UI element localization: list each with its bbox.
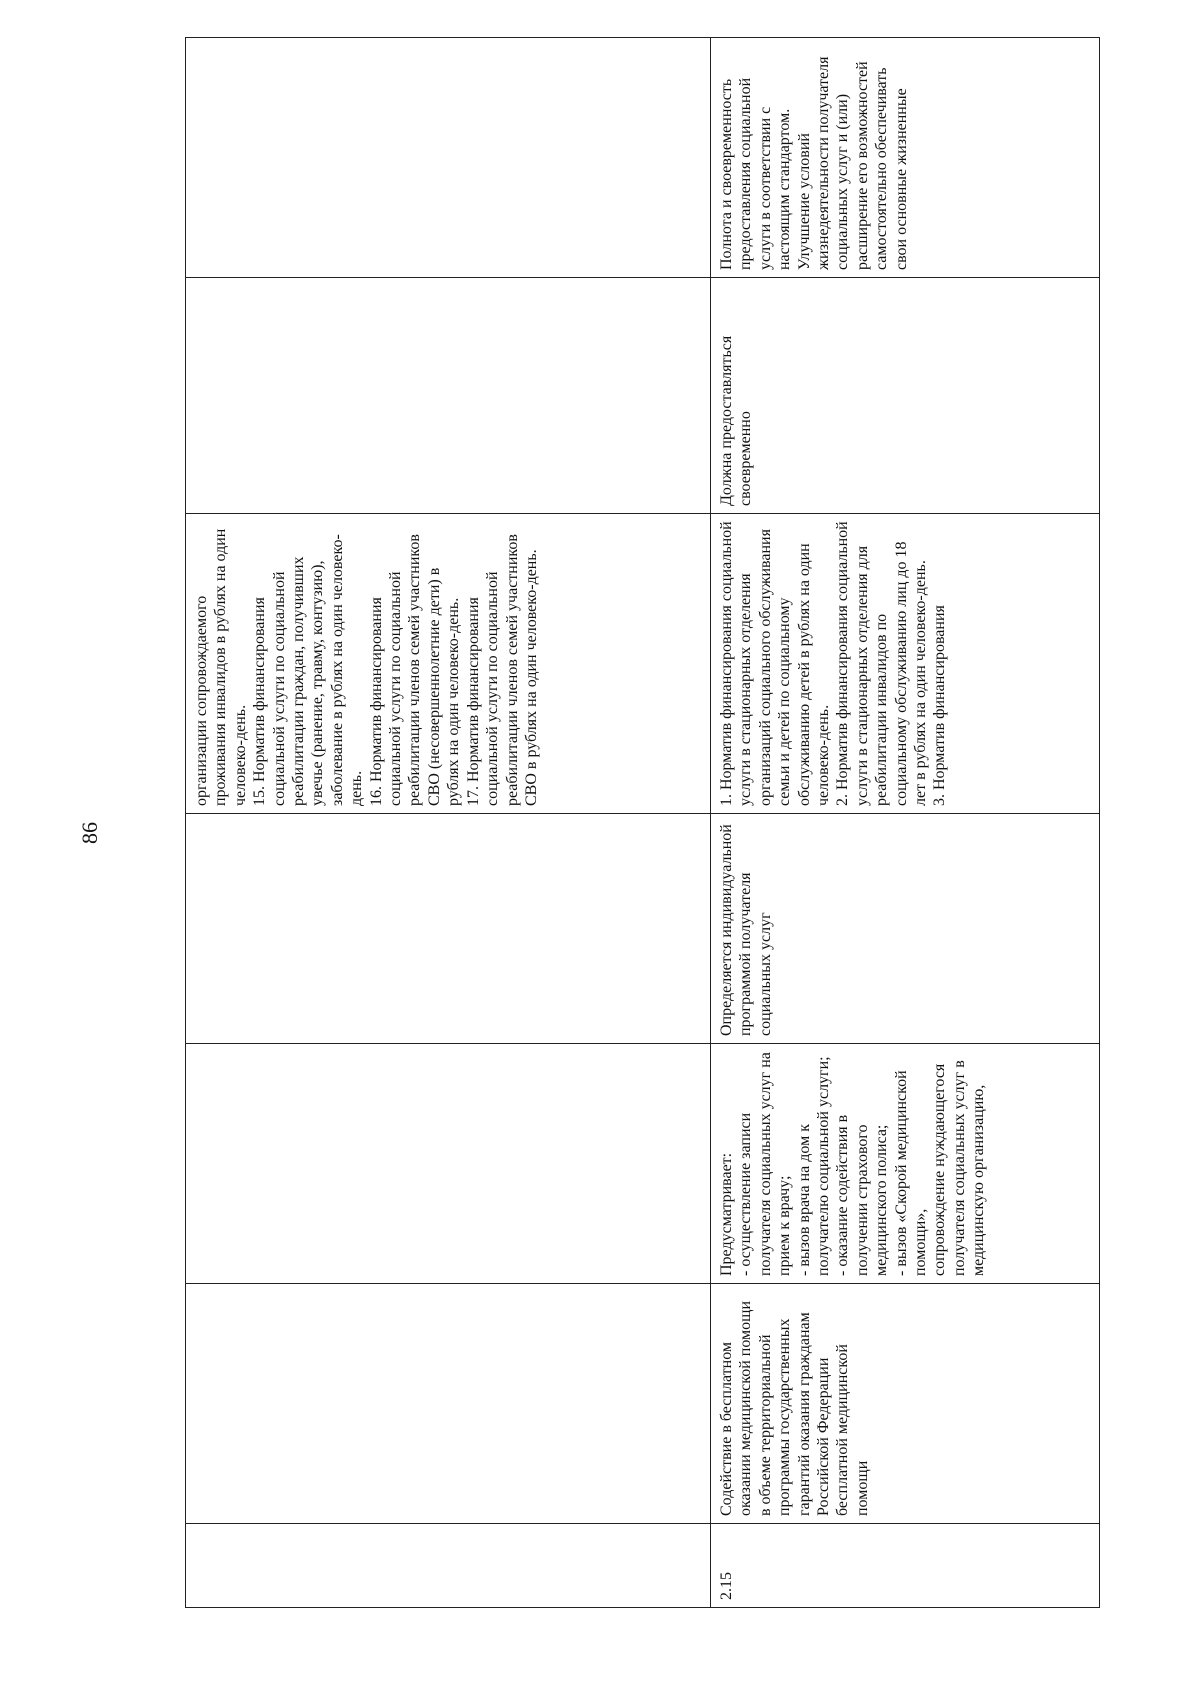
rotated-page-content — [185, 38, 1085, 1608]
description-line: - оказание содействия в получении страхового медицинского полиса; — [834, 1114, 891, 1276]
norm-text: 15. Норматив финансирования социальной услуги по социальной реабилитации граждан, получивших увечье (ранение, травму, контузию), заболевание в рублях на один человеко-день. — [251, 534, 366, 806]
social-services-standard-table — [185, 37, 1100, 1608]
table-cell — [186, 1044, 711, 1284]
description-line: Предусматривает: — [718, 1152, 735, 1276]
table-row — [186, 38, 711, 1608]
norm-text: 3. Норматив финансирования — [931, 605, 949, 806]
table-cell — [186, 1284, 711, 1524]
description-line: - осуществление записи получателя социальных услуг на прием к врачу; — [737, 1052, 794, 1276]
table-cell — [186, 38, 711, 278]
service-quality-cell: Полнота и своевременность предоставления социальной услуги в соответствии с настоящим стандартом. Улучшение условий жизнедеятельности получателя социальных услуг и (или) расширение его возможностей самостоятельно обеспечивать свои основные жизненные — [711, 38, 1100, 278]
norm-text: 2. Норматив финансирования социальной услуги в стационарных отделения для реабилитации инвалидов по социальному обслуживанию лиц до 18 лет в рублях на один человеко-день. — [834, 521, 930, 806]
service-description-cell — [711, 1044, 1100, 1284]
page-number: 86 — [77, 822, 102, 844]
norm-text: 1. Норматив финансирования социальной услуги в стационарных отделения организаций социального обслуживания семьи и детей по социальному обслуживанию детей в рублях на один человеко-день. — [718, 521, 833, 806]
table-cell — [186, 814, 711, 1044]
financing-norms-cell — [186, 514, 711, 814]
table-cell — [186, 1524, 711, 1608]
description-line: сопровождение нуждающегося получателя социальных услуг в медицинскую организацию, — [931, 1060, 988, 1276]
norm-text: организации сопровождаемого проживания инвалидов в рублях на один человеко-день. — [193, 528, 249, 806]
service-number-cell: 2.15 — [711, 1524, 1100, 1608]
service-volume-cell: Определяется индивидуальной программой получателя социальных услуг — [711, 814, 1100, 1044]
table-row — [711, 38, 1100, 1608]
description-line: - вызов «Скорой медицинской помощи», — [892, 1070, 930, 1276]
financing-norms-cell — [711, 514, 1100, 814]
norm-text: 16. Норматив финансирования социальной услуги по социальной реабилитации членов семей участников СВО (несовершеннолетние дети) в рублях на один человеко-день. — [367, 534, 463, 806]
norm-text: 17. Норматив финансирования социальной услуги по социальной реабилитации членов семей участников СВО в рублях на один человеко-день. — [464, 534, 540, 806]
service-timing-cell: Должна предоставляться своевременно — [711, 278, 1100, 514]
service-name-cell: Содействие в бесплатном оказании медицинской помощи в объеме территориальной программы государственных гарантий оказания гражданам Российской Федерации бесплатной медицинской помощи — [711, 1284, 1100, 1524]
table-cell — [186, 278, 711, 514]
description-line: - вызов врача на дом к получателю социальной услуги; — [795, 1056, 833, 1276]
